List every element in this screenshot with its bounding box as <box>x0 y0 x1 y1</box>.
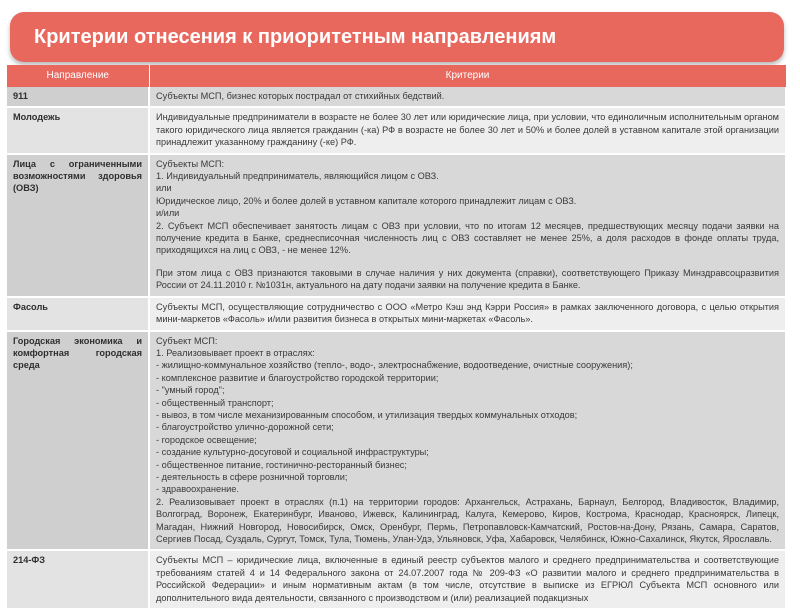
criteria-line: - деятельность в сфере розничной торговли; <box>156 471 348 482</box>
criteria-line: Субъекты МСП, осуществляющие сотрудничество с ООО «Метро Кэш энд Кэрри Россия» в рамках заключенного договора, с целью открытия мини-маркетов «Фасоль» и/или развития бизнеса в открытых мини-маркетах «Фасоль». <box>156 301 779 325</box>
criteria-line: - общественное питание, гостинично-ресторанный бизнес; <box>156 459 407 470</box>
criteria-line: - здравоохранение. <box>156 484 239 495</box>
criteria-line: или <box>156 183 172 194</box>
criteria-line: Юридическое лицо, 20% и более долей в уставном капитале которого принадлежит лицам с ОВЗ. <box>156 195 577 206</box>
direction-cell: Фасоль <box>7 297 149 331</box>
criteria-line: - вывоз, в том числе механизированным способом, и утилизация твердых коммунальных отходов; <box>156 409 578 420</box>
table-row <box>7 550 786 609</box>
criteria-line: - жилищно-коммунальное хозяйство (тепло-, водо-, электроснабжение, водоотведение, очистные сооружения); <box>156 360 633 371</box>
criteria-line: Субъекты МСП: <box>156 158 225 169</box>
table-body <box>7 87 786 609</box>
table-row <box>7 331 786 551</box>
criteria-cell <box>149 297 786 331</box>
criteria-table <box>7 65 787 610</box>
criteria-line: Субъекты МСП – юридические лица, включенные в единый реестр субъектов малого и среднего предпринимательства и соответствующие требованиям статей 4 и 14 Федерального закона от 24.07.2007 года № 209-ФЗ «О развитии малого и среднего предпринимательства в Российской Федерации» и иным нормативным актам (в том числе, отсутствие в выписке из ЕГРЮЛ Субъекта МСП основного или дополнительного вида деятельности, связанного с производством и (или) реализацией подакцизных <box>156 555 779 603</box>
direction-cell: Городская экономика и комфортная городская среда <box>7 331 149 551</box>
criteria-line: Субъекты МСП, бизнес которых пострадал от стихийных бедствий. <box>156 91 445 101</box>
criteria-line: - городское освещение; <box>156 434 257 445</box>
criteria-cell <box>149 331 786 551</box>
direction-cell: 214-ФЗ <box>7 550 149 609</box>
criteria-cell <box>149 87 786 107</box>
criteria-line: - благоустройство улично-дорожной сети; <box>156 422 334 433</box>
table-row <box>7 107 786 153</box>
criteria-line: 2. Субъект МСП обеспечивает занятость лицам с ОВЗ при условии, что по итогам 12 месяцев, предшествующих месяцу подачи заявки на получение кредита в Банке, среднесписочная численность лиц с ОВЗ составляет не менее 25%, а доля расходов в фонде оплаты труда, приходящихся на лиц с ОВЗ, - не менее 12%. <box>156 220 779 256</box>
criteria-line: Субъект МСП: <box>156 335 218 346</box>
criteria-cell <box>149 550 786 609</box>
table-row <box>7 87 786 107</box>
direction-cell: Молодежь <box>7 107 149 153</box>
header-direction: Направление <box>7 65 149 87</box>
direction-cell: Лица с ограниченными возможностями здоровья (ОВЗ) <box>7 154 149 297</box>
criteria-line: 1. Реализовывает проект в отраслях: <box>156 347 315 358</box>
criteria-line: При этом лица с ОВЗ признаются таковыми в случае наличия у них документа (справки), соответствующего Приказу Минздравсоцразвития России от 24.11.2010 г. №1031н, актуального на дату подачи заявки на получение кредита в Банке. <box>156 267 779 291</box>
criteria-line: - "умный город"; <box>156 385 225 396</box>
criteria-line: 1. Индивидуальный предприниматель, являющийся лицом с ОВЗ. <box>156 171 439 182</box>
criteria-cell <box>149 154 786 297</box>
header-criteria: Критерии <box>149 65 786 87</box>
table-header-row <box>7 65 786 87</box>
criteria-line: - общественный транспорт; <box>156 397 274 408</box>
criteria-line: Индивидуальные предприниматели в возрасте не более 30 лет или юридические лица, при условии, что единоличным исполнительным органом такого юридического лица является гражданин (-ка) РФ в возрасте не более 30 лет и 50% и более долей в уставном капитале этой организации принадлежит указанному гражданину (-ке) РФ. <box>156 112 779 148</box>
table-row <box>7 297 786 331</box>
direction-cell: 911 <box>7 87 149 107</box>
criteria-spacer <box>156 257 779 267</box>
criteria-line: - создание культурно-досуговой и социальной инфраструктуры; <box>156 447 429 458</box>
criteria-cell <box>149 107 786 153</box>
table-row <box>7 154 786 297</box>
criteria-line: - комплексное развитие и благоустройство городской территории; <box>156 372 439 383</box>
criteria-line: и/или <box>156 208 180 219</box>
criteria-line: 2. Реализовывает проект в отраслях (п.1) на территории городов: Архангельск, Астрахань, Барнаул, Белгород, Владивосток, Владимир, Волгоград, Воронеж, Екатеринбург, Иваново, Ижевск, Калининград, Калуга, Кемерово, Киров, Кострома, Краснодар, Красноярск, Липецк, Магадан, Нижний Новгород, Новосибирск, Омск, Оренбург, Пермь, Петропавловск-Камчатский, Ростов-на-Дону, Рязань, Самара, Саратов, Сергиев Посад, Суздаль, Сургут, Томск, Тула, Тюмень, Улан-Удэ, Ульяновск, Уфа, Хабаровск, Челябинск, Южно-Сахалинск, Якутск, Ярославль. <box>156 496 779 544</box>
page-title: Критерии отнесения к приоритетным направлениям <box>10 12 784 62</box>
